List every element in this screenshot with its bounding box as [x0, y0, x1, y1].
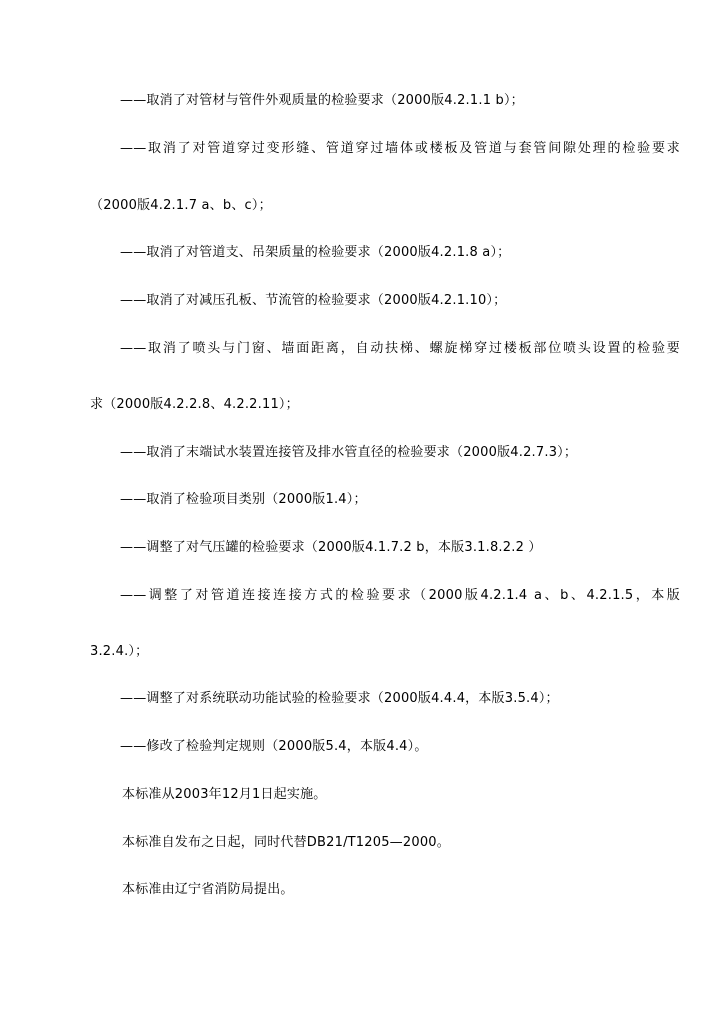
text-line: ——取消了对管道穿过变形缝、管道穿过墙体或楼板及管道与套管间隙处理的检验要求 [120, 141, 680, 156]
text-line: 本标准自发布之日起，同时代替DB21/T1205—2000。 [122, 835, 450, 850]
text-line: ——取消了检验项目类别（2000版1.4）； [120, 492, 367, 507]
text-line: 本标准从2003年12月1日起实施。 [122, 787, 327, 802]
text-line: ——取消了对管道支、吊架质量的检验要求（2000版4.2.1.8 a）； [120, 245, 511, 260]
text-line: 3.2.4.）； [90, 644, 149, 659]
text-line: （2000版4.2.1.7 a、b、c）； [90, 198, 272, 213]
text-line: 本标准由辽宁省消防局提出。 [122, 882, 294, 897]
text-line: ——调整了对系统联动功能试验的检验要求（2000版4.4.4，本版3.5.4）； [120, 691, 559, 706]
text-line: ——调整了对气压罐的检验要求（2000版4.1.7.2 b，本版3.1.8.2.2 ） [120, 540, 542, 555]
text-line: ——取消了喷头与门窗、墙面距离，自动扶梯、螺旋梯穿过楼板部位喷头设置的检验要 [120, 341, 680, 356]
text-line: ——取消了对减压孔板、节流管的检验要求（2000版4.2.1.10）； [120, 293, 507, 308]
text-line: ——取消了对管材与管件外观质量的检验要求（2000版4.2.1.1 b）； [120, 93, 524, 108]
text-line: 求（2000版4.2.2.8、4.2.2.11）； [90, 397, 299, 412]
text-line: ——调整了对管道连接连接方式的检验要求（2000版4.2.1.4 a、b、4.2.1.5，本版 [120, 588, 680, 603]
text-line: ——取消了末端试水装置连接管及排水管直径的检验要求（2000版4.2.7.3）； [120, 445, 578, 460]
text-line: ——修改了检验判定规则（2000版5.4，本版4.4）。 [120, 739, 428, 754]
